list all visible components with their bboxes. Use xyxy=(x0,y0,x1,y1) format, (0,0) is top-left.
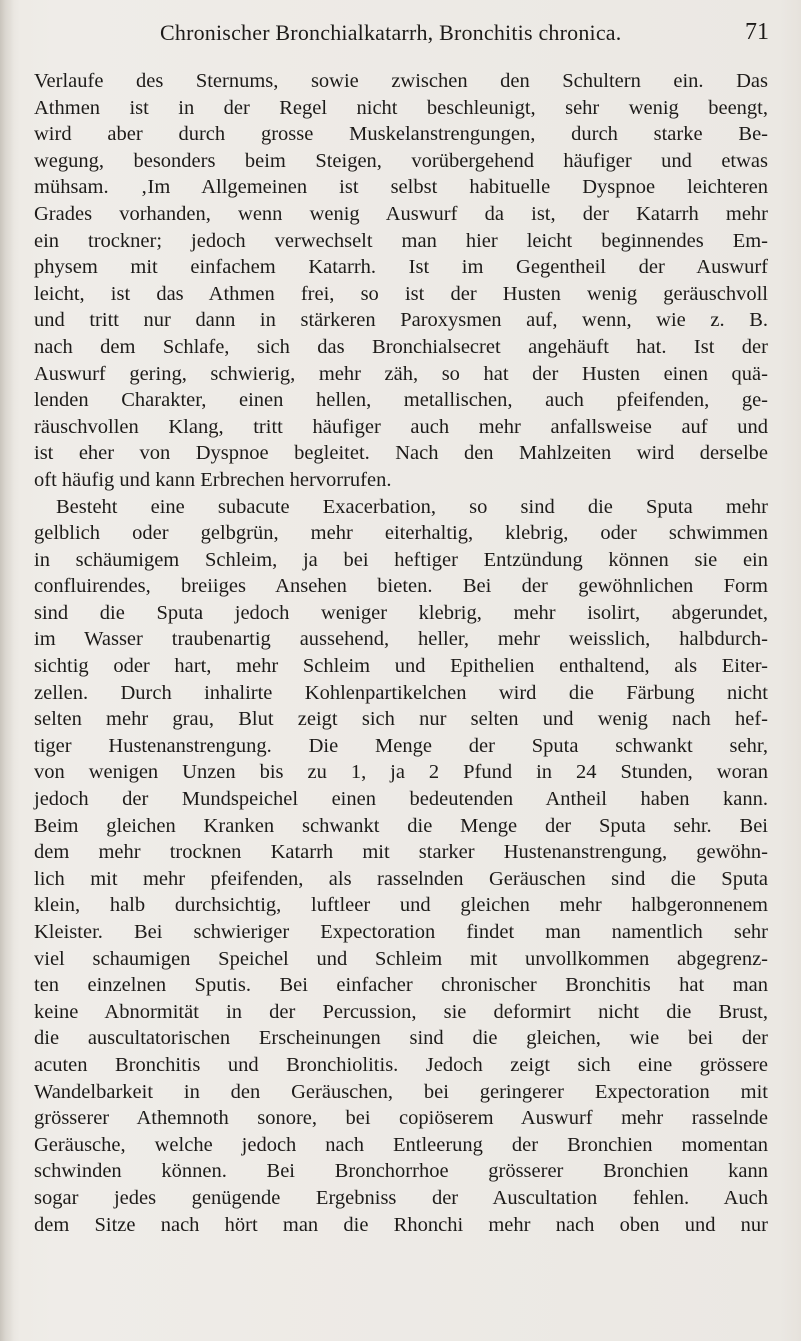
text-line: in schäumigem Schleim, ja bei heftiger Entzündung können sie ein xyxy=(34,548,768,571)
text-line: Verlaufe des Sternums, sowie zwischen den Schultern ein. Das xyxy=(34,70,768,92)
text-line: zellen. Durch inhalirte Kohlenpartikelchen wird die Färbung nicht xyxy=(34,681,768,704)
text-line: die auscultatorischen Erscheinungen sind die gleichen, wie bei der xyxy=(34,1027,768,1050)
text-line: wegung, besonders beim Steigen, vorübergehend häufiger und etwas xyxy=(34,149,768,172)
text-line: schwinden können. Bei Bronchorrhoe grösserer Bronchien kann xyxy=(34,1160,768,1183)
text-line: Grades vorhanden, wenn wenig Auswurf da ist, der Katarrh mehr xyxy=(34,202,768,225)
text-line: Kleister. Bei schwieriger Expectoration findet man namentlich sehr xyxy=(34,921,768,943)
text-line: Geräusche, welche jedoch nach Entleerung der Bronchien momentan xyxy=(34,1133,768,1156)
text-line: sogar jedes genügende Ergebniss der Auscultation fehlen. Auch xyxy=(34,1186,768,1209)
text-line: grösserer Athemnoth sonore, bei copiöserem Auswurf mehr rasselnde xyxy=(34,1107,768,1130)
text-line: viel schaumigen Speichel und Schleim mit unvollkommen abgegrenz- xyxy=(34,947,768,970)
text-line: nach dem Schlafe, sich das Bronchialsecret angehäuft hat. Ist der xyxy=(34,335,768,358)
text-line: ist eher von Dyspnoe begleitet. Nach den Mahlzeiten wird derselbe xyxy=(34,442,768,465)
text-line: acuten Bronchitis und Bronchiolitis. Jedoch zeigt sich eine grössere xyxy=(34,1053,768,1076)
text-line: sichtig oder hart, mehr Schleim und Epithelien enthaltend, als Eiter- xyxy=(34,655,768,678)
text-line: im Wasser traubenartig aussehend, heller, mehr weisslich, halbdurch- xyxy=(34,628,768,651)
text-line-paragraph-start: Besteht eine subacute Exacerbation, so sind die Sputa mehr xyxy=(56,495,768,518)
page-number: 71 xyxy=(745,19,769,45)
text-line: jedoch der Mundspeichel einen bedeutenden Antheil haben kann. xyxy=(34,788,768,811)
text-line: leicht, ist das Athmen frei, so ist der Husten wenig geräuschvoll xyxy=(34,282,768,305)
text-line: klein, halb durchsichtig, luftleer und gleichen mehr halbgeronnenem xyxy=(34,894,768,917)
text-line: ten einzelnen Sputis. Bei einfacher chronischer Bronchitis hat man xyxy=(34,974,768,997)
text-line: Athmen ist in der Regel nicht beschleunigt, sehr wenig beengt, xyxy=(34,96,768,119)
text-line: tiger Hustenanstrengung. Die Menge der Sputa schwankt sehr, xyxy=(34,734,768,757)
body-text xyxy=(34,68,768,1238)
text-line: wird aber durch grosse Muskelanstrengungen, durch starke Be- xyxy=(34,123,768,146)
text-line: dem Sitze nach hört man die Rhonchi mehr nach oben und nur xyxy=(34,1213,768,1236)
text-line: Wandelbarkeit in den Geräuschen, bei geringerer Expectoration mit xyxy=(34,1080,768,1103)
text-line: Beim gleichen Kranken schwankt die Menge der Sputa sehr. Bei xyxy=(34,814,768,837)
text-line: Auswurf gering, schwierig, mehr zäh, so hat der Husten einen quä- xyxy=(34,362,768,385)
text-line: von wenigen Unzen bis zu 1, ja 2 Pfund in 24 Stunden, woran xyxy=(34,761,768,784)
text-line: sind die Sputa jedoch weniger klebrig, mehr isolirt, abgerundet, xyxy=(34,601,768,624)
text-line: und tritt nur dann in stärkeren Paroxysmen auf, wenn, wie z. B. xyxy=(34,309,768,332)
running-header: Chronischer Bronchialkatarrh, Bronchitis chronica. xyxy=(160,20,622,45)
text-line: lenden Charakter, einen hellen, metallischen, auch pfeifenden, ge- xyxy=(34,389,768,412)
page-gutter-shadow xyxy=(0,0,14,1341)
text-line: keine Abnormität in der Percussion, sie deformirt nicht die Brust, xyxy=(34,1000,768,1023)
text-line: mühsam. ‚Im Allgemeinen ist selbst habituelle Dyspnoe leichteren xyxy=(34,176,768,199)
text-line: lich mit mehr pfeifenden, als rasselnden Geräuschen sind die Sputa xyxy=(34,867,768,890)
text-line: ein trockner; jedoch verwechselt man hier leicht beginnendes Em- xyxy=(34,229,768,252)
text-line: confluirendes, breiiges Ansehen bieten. Bei der gewöhnlichen Form xyxy=(34,575,768,598)
text-line: physem mit einfachem Katarrh. Ist im Gegentheil der Auswurf xyxy=(34,256,768,279)
text-line: gelblich oder gelbgrün, mehr eiterhaltig, klebrig, oder schwimmen xyxy=(34,522,768,545)
text-line: räuschvollen Klang, tritt häufiger auch mehr anfallsweise auf und xyxy=(34,415,768,438)
text-line: selten mehr grau, Blut zeigt sich nur selten und wenig nach hef- xyxy=(34,708,768,731)
text-line: dem mehr trocknen Katarrh mit starker Hustenanstrengung, gewöhn- xyxy=(34,841,768,864)
text-line-paragraph-end: oft häufig und kann Erbrechen hervorrufen. xyxy=(34,468,392,491)
